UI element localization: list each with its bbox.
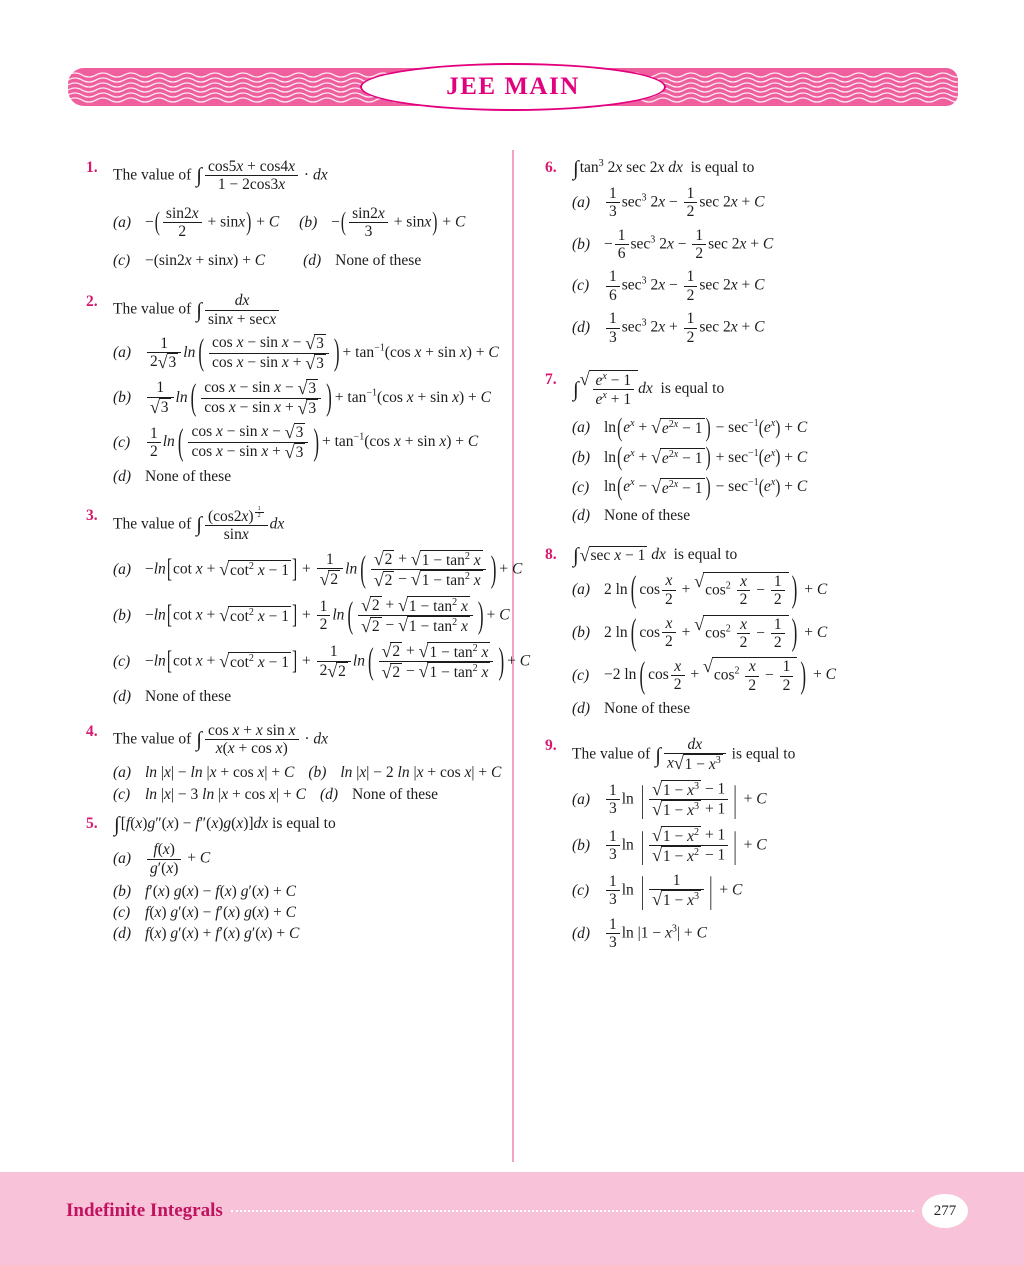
option-label: (d) <box>113 925 132 943</box>
question-2-stem: The value of ∫ dx sinx + secx <box>113 292 499 328</box>
question-7-option-c <box>572 472 969 502</box>
question-3-number: 3. <box>86 506 98 524</box>
question-7-option-d <box>572 507 969 525</box>
option-value: None of these <box>604 506 691 524</box>
option-value: None of these <box>145 467 232 485</box>
banner-title: JEE MAIN <box>446 73 580 100</box>
option-label: (c) <box>113 252 131 270</box>
option-value: $\ln(e^x$ + √ $e^{2x} - 1$ ) − $\sec^{-1}(e^x) + C$ <box>604 418 807 439</box>
option-value: $\frac{1}{3}$ $\ln |1 - x^3| + C$ <box>604 916 707 952</box>
question-5-stem: ∫[f(x)g″(x) − f″(x)g(x)]dx is equal to <box>114 812 336 837</box>
question-2-option-d <box>113 468 499 486</box>
question-2 <box>86 292 498 492</box>
option-value: 2 ln ( cos $\frac{x}{2}$ + √ $\cos^2$ $\frac{x}{2}$ − $\frac{1}{2}$ ) + C <box>604 572 827 609</box>
option-label: (b) <box>308 764 327 782</box>
question-9-option-d <box>572 916 969 952</box>
option-value: None of these <box>145 687 232 705</box>
question-2-option-b <box>113 376 499 418</box>
question-5-number: 5. <box>86 815 98 833</box>
option-label: (c) <box>113 652 131 670</box>
question-5 <box>86 814 498 946</box>
question-3-option-a <box>113 547 530 590</box>
question-1-option-d <box>303 252 421 270</box>
option-label: (b) <box>113 389 132 407</box>
option-label: (a) <box>113 560 132 578</box>
banner-oval <box>360 63 666 111</box>
question-1-option-c <box>113 252 265 270</box>
chapter-title: Indefinite Integrals <box>66 1200 223 1221</box>
question-9 <box>545 736 969 958</box>
option-label: (d) <box>113 687 132 705</box>
question-7-stem: ∫ √ $\frac{e^x - 1}{e^x + 1}$ dx is equal to <box>572 370 969 409</box>
question-8-option-a <box>572 568 969 611</box>
option-label: (a) <box>572 581 591 599</box>
option-value: 1 2 √ 3 ln ( cos x − sin x − √ 3 cos x − sin x + √ 3 ) + $\tan^{-1}(\cos$ x + sin x) + C <box>145 334 499 373</box>
option-label: (d) <box>572 924 591 942</box>
question-5-option-a <box>113 841 498 877</box>
option-value: f′(x) g(x) − f(x) g′(x) + C <box>145 883 296 901</box>
option-label: (a) <box>572 193 591 211</box>
question-5-option-d <box>113 925 498 943</box>
question-5-option-c <box>113 904 498 922</box>
option-label: (b) <box>572 235 591 253</box>
option-value: $\frac{1}{3}$ ln | 1 √ $1 - x^3$ | + C <box>604 872 742 910</box>
option-label: (b) <box>572 623 591 641</box>
option-label: (c) <box>113 786 131 804</box>
question-8-stem: ∫ √ sec x − 1 dx is equal to <box>572 545 969 566</box>
question-6-option-d <box>572 310 969 346</box>
jee-main-banner <box>68 68 958 106</box>
question-7-option-a <box>572 413 969 443</box>
question-3-option-c <box>113 639 531 682</box>
option-label: (c) <box>572 478 590 496</box>
option-value: −( $\frac{\sin 2x}{2}$ + sinx) + C <box>145 204 280 241</box>
question-2-number: 2. <box>86 293 98 311</box>
option-label: (b) <box>572 448 591 466</box>
option-value: $\frac{1}{2}$ ln ( cos x − sin x − √ 3 cos x − sin x + √ 3 ) + $\tan^{-1}(\cos$ x + sin x) + C <box>145 423 478 462</box>
page-footer <box>0 1172 1024 1265</box>
question-7 <box>545 370 969 531</box>
question-1-stem: The value of ∫ $\frac{\cos 5x + \cos 4x}{1 - 2\cos 3x}$ · dx <box>113 158 328 194</box>
question-8-option-b <box>572 610 969 653</box>
question-3-option-d <box>113 688 530 706</box>
question-1 <box>86 158 498 276</box>
option-label: (d) <box>319 786 339 804</box>
question-8-option-c <box>572 653 969 696</box>
question-4-option-a <box>113 764 294 782</box>
option-label: (b) <box>572 836 591 854</box>
question-4-number: 4. <box>86 722 98 740</box>
question-6-option-b <box>572 227 969 263</box>
question-1-option-b <box>299 205 465 241</box>
question-8-option-d <box>572 700 969 718</box>
option-value: $\frac{f(x)}{g'(x)}$ + C <box>145 841 210 877</box>
question-7-number: 7. <box>545 370 557 388</box>
option-value: 2 ln ( cos $\frac{x}{2}$ + √ $\cos^2$ $\frac{x}{2}$ − $\frac{1}{2}$ ) + C <box>604 615 827 652</box>
option-value: $\frac{1}{3}$ ln | √ $1 - x^2$ + 1 √ $1 - x^2$ − 1 | + C <box>604 826 767 866</box>
option-value: $\frac{1}{3}$ $\sec^3 2x$ − $\frac{1}{2}$ sec 2x + C <box>604 185 765 221</box>
option-value: 1 √ 3 ln ( cos x − sin x − √ 3 cos x − sin x + √ 3 ) + $\tan^{-1}(\cos$ x + sin x) + C <box>145 379 491 418</box>
question-5-option-b <box>113 883 498 901</box>
dotted-leader <box>231 1210 914 1212</box>
option-value: $\ln(e^x$ + √ $e^{2x} - 1$ ) + $\sec^{-1}(e^x) + C$ <box>604 448 807 469</box>
question-1-number: 1. <box>86 159 98 176</box>
option-label: (a) <box>113 850 132 868</box>
question-6-number: 6. <box>545 159 557 176</box>
option-value: ln |x| − 2 ln |x + cos x| + C <box>340 764 502 782</box>
page-number-badge: 277 <box>922 1194 968 1228</box>
option-value: −ln[cot x + √ $\cot^2 x - 1$ ] + 1 2 √ 2 ln ( √ 2 + √ $1 - \tan^2 x$ √ 2 − √ $1 - \tan^2 x$ ) + C <box>145 642 530 682</box>
question-6-option-a <box>572 185 969 221</box>
question-9-option-c <box>572 868 969 911</box>
left-column <box>86 158 531 946</box>
question-3 <box>86 505 531 712</box>
option-value: f(x) g′(x) + f′(x) g′(x) + C <box>145 925 300 943</box>
option-value: −(sin2x + sinx) + C <box>145 252 266 270</box>
question-8 <box>545 542 969 724</box>
right-column <box>545 158 969 958</box>
question-6-stem: $\int\tan^3$ 2x sec 2x dx is equal to <box>573 156 755 181</box>
option-value: −ln[cot x + √ $\cot^2 x - 1$ ] + $\frac{1}{2}$ ln ( √ 2 + √ $1 - \tan^2 x$ √ 2 − √ $1 - \tan^2 x$ ) + C <box>145 596 510 636</box>
option-value: − $\frac{1}{6}$ $\sec^3 2x$ − $\frac{1}{2}$ sec 2x + C <box>604 226 774 263</box>
question-2-option-a <box>113 331 499 374</box>
option-value: None of these <box>335 252 422 270</box>
option-value: $\ln(e^x$ − √ $e^{2x} - 1$ ) − $\sec^{-1}(e^x) + C$ <box>604 477 807 498</box>
option-label: (c) <box>572 277 590 295</box>
option-label: (a) <box>113 344 132 362</box>
option-label: (c) <box>113 904 131 922</box>
option-value: −ln[cot x + √ $\cot^2 x - 1$ ] + 1 √ 2 ln ( √ 2 + √ $1 - \tan^2 x$ √ 2 − √ $1 - \tan^2 x$ ) + C <box>145 550 522 590</box>
option-label: (a) <box>572 790 591 808</box>
option-label: (d) <box>572 319 591 337</box>
question-9-option-b <box>572 823 969 866</box>
option-value: $\frac{1}{3}$ $\sec^3 2x$ + $\frac{1}{2}$ sec 2x + C <box>604 310 765 346</box>
question-4-option-d <box>320 786 438 804</box>
question-9-number: 9. <box>545 737 557 755</box>
option-value: −( $\frac{\sin 2x}{3}$ + sinx) + C <box>331 204 466 241</box>
question-4-stem: The value of ∫ $\frac{\text{cos x + x sin x}}{\text{x(x + cos x)}}$ · dx <box>113 721 329 758</box>
option-value: $\frac{1}{6}$ $\sec^3 2x$ − $\frac{1}{2}$ sec 2x + C <box>604 268 765 304</box>
question-4-option-b <box>308 764 501 782</box>
option-label: (d) <box>572 506 591 524</box>
option-value: ln |x| − ln |x + cos x| + C <box>145 764 295 782</box>
question-3-stem: The value of ∫ (cos2x) $^{\frac{1}{2}}$ sinx dx <box>113 505 285 544</box>
option-label: (c) <box>113 433 131 451</box>
option-label: (c) <box>572 881 590 899</box>
option-label: (d) <box>572 700 591 718</box>
option-label: (c) <box>572 666 590 684</box>
option-value: None of these <box>351 786 439 804</box>
question-4-option-c <box>113 786 306 804</box>
question-7-option-b <box>572 442 969 472</box>
option-label: (b) <box>113 883 132 901</box>
option-label: (d) <box>113 467 132 485</box>
question-8-number: 8. <box>545 545 557 563</box>
option-label: (b) <box>113 606 132 624</box>
option-label: (b) <box>299 213 318 231</box>
question-1-option-a <box>113 205 279 241</box>
option-value: f(x) g′(x) − f′(x) g(x) + C <box>145 904 296 922</box>
option-value: $\frac{1}{3}$ ln | √ $1 - x^3$ − 1 √ $1 - x^3$ + 1 | + C <box>604 780 767 820</box>
option-label: (d) <box>303 252 322 270</box>
question-6 <box>545 158 969 352</box>
option-label: (a) <box>572 419 591 437</box>
question-2-option-c <box>113 420 499 463</box>
question-3-option-b <box>113 593 530 636</box>
option-value: −2 ln ( cos $\frac{x}{2}$ + √ $\cos^2$ $\frac{x}{2}$ − $\frac{1}{2}$ ) + C <box>604 657 836 694</box>
question-9-option-a <box>572 777 969 820</box>
option-value: ln |x| − 3 ln |x + cos x| + C <box>145 786 306 804</box>
question-4 <box>86 721 502 807</box>
question-9-stem: The value of ∫ dx x √ $1 - x^3$ is equal to <box>572 736 969 774</box>
question-6-option-c <box>572 268 969 304</box>
option-label: (a) <box>113 764 132 782</box>
option-label: (a) <box>113 213 132 231</box>
option-value: None of these <box>604 700 691 718</box>
